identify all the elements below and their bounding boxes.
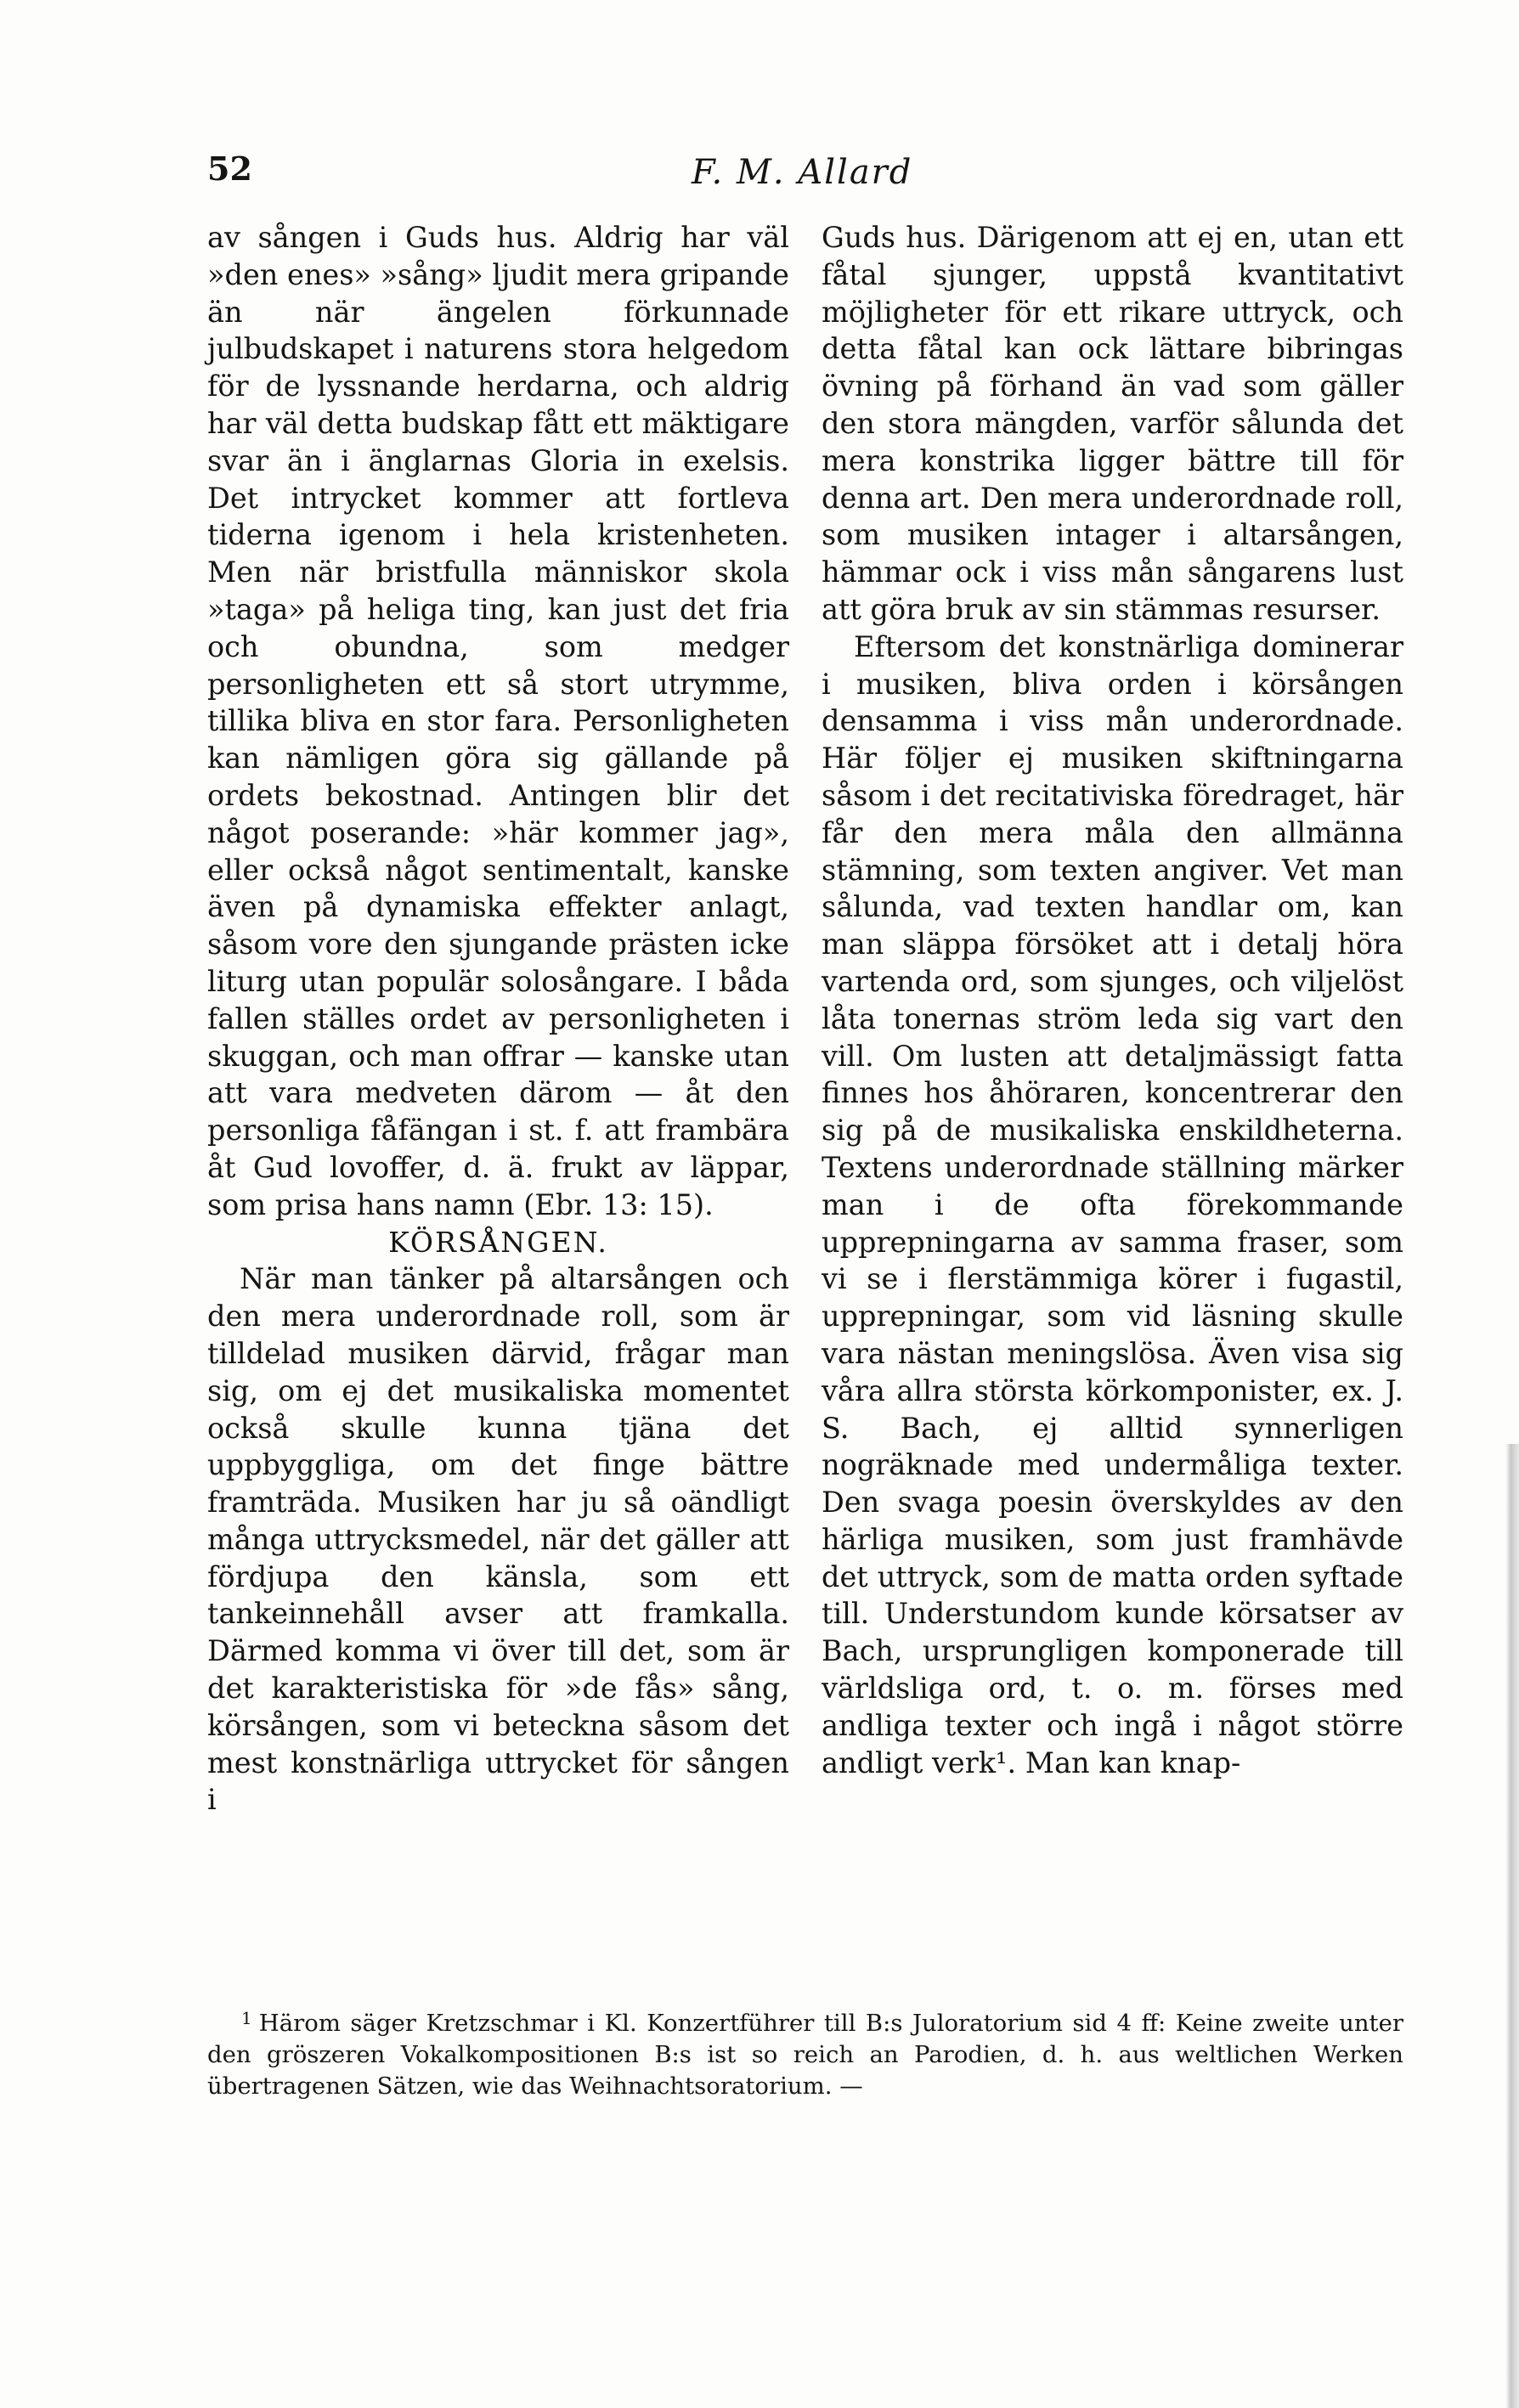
page-edge-shadow [1505, 1444, 1519, 2408]
footnote-1 [207, 2003, 1403, 2102]
right-paragraph-1: Guds hus. Därigenom att ej en, utan ett fåtal sjunger, uppstå kvantitativt möjligheter för ett rikare uttryck, och detta fåtal kan ock lättare bibringas övning på förhand än vad som gäller den stora mängden, varför sålunda det mera konstrika ligger bättre till för denna art. Den mera underordnade roll, som musiken intager i altarsången, hämmar ock i viss mån sångarens lust att göra bruk av sin stämmas resurser. [822, 221, 1403, 626]
footnote-text: Härom säger Kretzschmar i Kl. Konzertführer till B:s Juloratorium sid 4 ff: Keine zweite unter den gröszeren Vokalkompositionen B:s ist so reich an Parodien, d. h. aus weltlichen Werken übertragenen Sätzen, wie das Weihnachtsoratorium. — [207, 2010, 1403, 2100]
footnote-marker: 1 [241, 2008, 252, 2028]
footnotes [207, 2003, 1403, 2102]
right-column [822, 219, 1403, 1781]
page-header [207, 149, 1414, 200]
page-number: 52 [207, 149, 252, 188]
right-paragraph-2: Eftersom det konstnärliga dominerar i musiken, bliva orden i körsången densamma i viss mån underordnade. Här följer ej musiken skiftningarna såsom i det recitativiska föredraget, här får den mera måla den allmänna stämning, som texten angiver. Vet man sålunda, vad texten handlar om, kan man släppa försöket att i detalj höra vartenda ord, som sjunges, och viljelöst låta tonernas ström leda sig vart den vill. Om lusten att detaljmässigt fatta finnes hos åhöraren, koncentrerar den sig på de musikaliska enskildheterna. Textens underordnade ställning märker man i de ofta förekommande upprepningarna av samma fraser, som vi se i flerstämmiga körer i fugastil, upprepningar, som vid läsning skulle vara nästan meningslösa. Även visa sig våra allra största körkomponister, ex. J. S. Bach, ej alltid synnerligen nogräknade med undermåliga texter. Den svaga poesin överskyldes av den härliga musiken, som just framhävde det uttryck, som de matta orden syftade till. Understundom kunde körsatser av Bach, ursprungligen komponerade till världsliga ord, t. o. m. förses med andliga texter och ingå i något större andligt verk¹. Man kan knap- [822, 629, 1403, 1779]
running-head: F. M. Allard [692, 153, 913, 192]
left-paragraph-2: När man tänker på altarsången och den mera underordnade roll, som är tilldelad musiken därvid, frågar man sig, om ej det musikaliska momentet också skulle kunna tjäna det uppbyggliga, om det finge bättre framträda. Musiken har ju så oändligt många uttrycksmedel, när det gäller att fördjupa den känsla, som ett tankeinnehåll avser att framkalla. Därmed komma vi över till det, som är det karakteristiska för »de fås» sång, körsången, som vi beteckna såsom det mest konstnärliga uttrycket för sången i [207, 1262, 789, 1817]
left-column [207, 219, 789, 1819]
section-heading: KÖRSÅNGEN. [388, 1225, 608, 1259]
left-paragraph-1: av sången i Guds hus. Aldrig har väl »den enes» »sång» ljudit mera gripande än när ängelen förkunnade julbudskapet i naturens stora helgedom för de lyssnande herdarna, och aldrig har väl detta budskap fått ett mäktigare svar än i änglarnas Gloria in exelsis. Det intrycket kommer att fortleva tiderna igenom i hela kristenheten. Men när bristfulla människor skola »taga» på heliga ting, kan just det fria och obundna, som medger personligheten ett så stort utrymme, tillika bliva en stor fara. Personligheten kan nämligen göra sig gällande på ordets bekostnad. Antingen blir det något poserande: »här kommer jag», eller också något sentimentalt, kanske även på dynamiska effekter anlagt, såsom vore den sjungande prästen icke liturg utan populär solosångare. I båda fallen ställes ordet av personligheten i skuggan, och man offrar — kanske utan att vara medveten därom — åt den personliga fåfängan i st. f. att frambära åt Gud lovoffer, d. ä. frukt av läppar, som prisa hans namn (Ebr. 13: 15). [207, 221, 789, 1221]
